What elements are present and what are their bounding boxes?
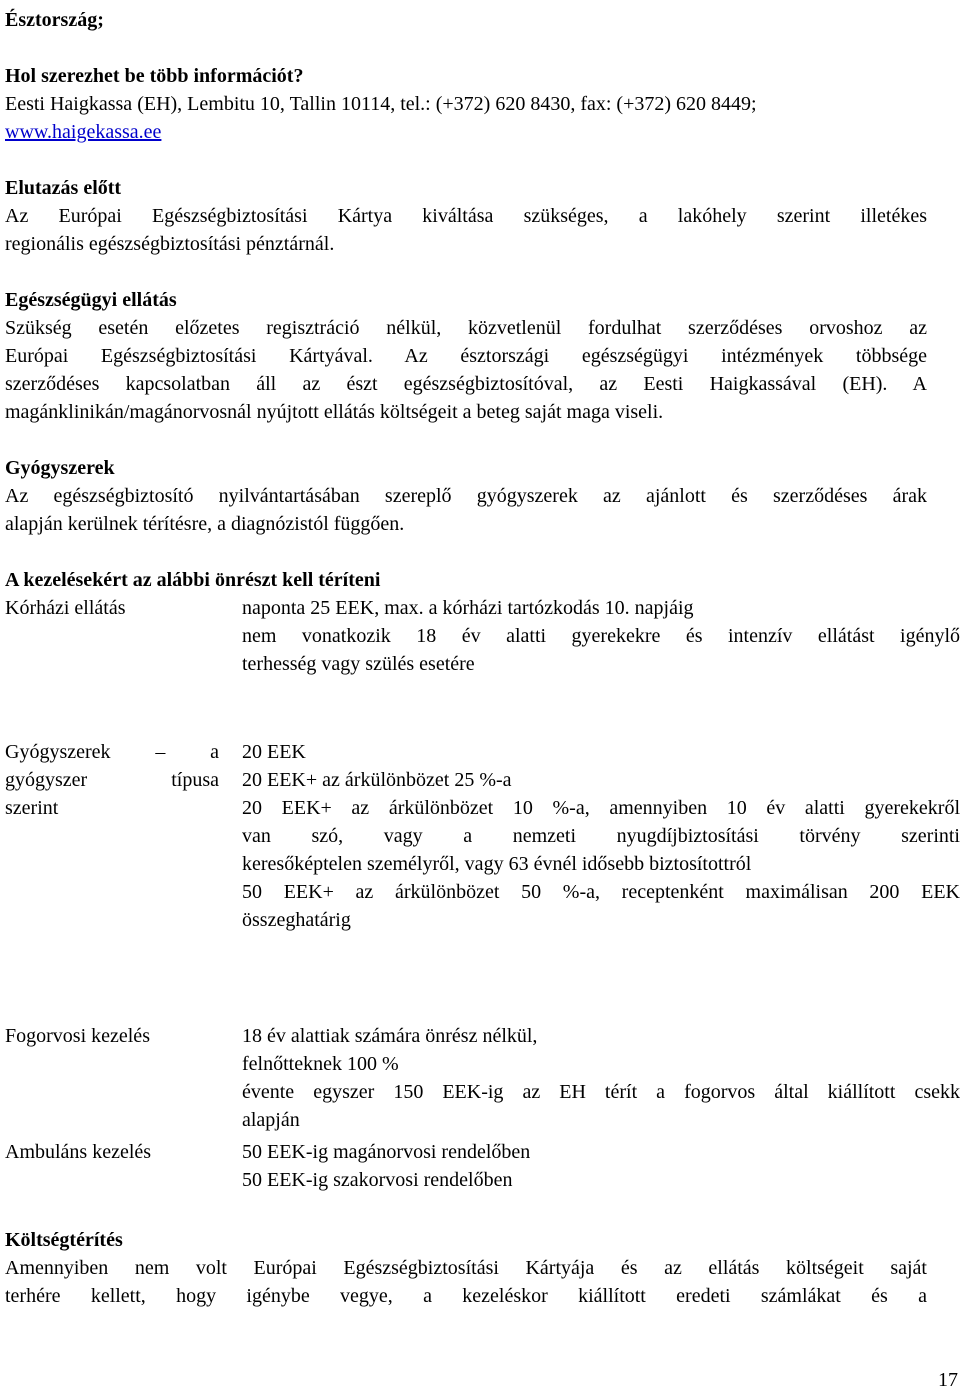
healthcare-line: Európai Egészségbiztosítási Kártyával. Az észtországi egészségügyi intézmények többsége [5, 345, 927, 367]
medicines-line: Az egészségbiztosító nyilvántartásában szereplő gyógyszerek az ajánlott és szerződéses árak [5, 485, 927, 507]
outpatient-line: 50 EEK-ig magánorvosi rendelőben [242, 1141, 531, 1163]
healthcare-line: Szükség esetén előzetes regisztráció nélkül, közvetlenül fordulhat szerződéses orvoshoz az [5, 317, 927, 339]
dental-line: évente egyszer 150 EEK-ig az EH térít a fogorvos által kiállított csekk [242, 1081, 960, 1103]
medicine-copay-line: 50 EEK+ az árkülönbözet 50 %-a, receptenként maximálisan 200 EEK [242, 881, 960, 903]
medicine-copay-line: 20 EEK [242, 741, 306, 763]
hospital-line: naponta 25 EEK, max. a kórházi tartózkodás 10. napjáig [242, 597, 694, 619]
medicine-copay-line: összeghatárig [242, 909, 351, 931]
healthcare-line: szerződéses kapcsolatban áll az észt egészségbiztosítóval, az Eesti Haigkassával (EH). A [5, 373, 927, 395]
dental-label: Fogorvosi kezelés [5, 1025, 150, 1047]
hospital-label: Kórházi ellátás [5, 597, 126, 619]
healthcare-heading: Egészségügyi ellátás [5, 289, 177, 311]
outpatient-label: Ambuláns kezelés [5, 1141, 152, 1163]
info-link[interactable]: www.haigekassa.ee [5, 121, 162, 143]
medicine-copay-line: keresőképtelen személyről, vagy 63 évnél idősebb biztosítottról [242, 853, 752, 875]
dental-line: felnőtteknek 100 % [242, 1053, 399, 1075]
before-travel-line: Az Európai Egészségbiztosítási Kártya kiváltása szükséges, a lakóhely szerint illetékes [5, 205, 927, 227]
country-header: Észtország; [5, 9, 104, 31]
medicines-heading: Gyógyszerek [5, 457, 115, 479]
before-travel-line: regionális egészségbiztosítási pénztárnál. [5, 233, 335, 255]
dental-line: alapján [242, 1109, 300, 1131]
medicine-copay-line: 20 EEK+ az árkülönbözet 10 %-a, amennyiben 10 év alatti gyerekekről [242, 797, 960, 819]
info-heading: Hol szerezhet be több információt? [5, 65, 304, 87]
outpatient-line: 50 EEK-ig szakorvosi rendelőben [242, 1169, 513, 1191]
medicine-label-line: szerint [5, 797, 59, 819]
reimbursement-line: terhére kellett, hogy igénybe vegye, a kezeléskor kiállított eredeti számlákat és a [5, 1285, 927, 1307]
medicine-label-line: gyógyszer típusa [5, 769, 219, 791]
medicine-copay-line: van szó, vagy a nemzeti nyugdíjbiztosítási törvény szerinti [242, 825, 960, 847]
page-number: 17 [938, 1369, 958, 1391]
dental-line: 18 év alattiak számára önrész nélkül, [242, 1025, 538, 1047]
medicines-line: alapján kerülnek térítésre, a diagnózistól függően. [5, 513, 405, 535]
copay-heading: A kezelésekért az alábbi önrészt kell téríteni [5, 569, 381, 591]
hospital-line: terhesség vagy szülés esetére [242, 653, 475, 675]
reimbursement-heading: Költségtérítés [5, 1229, 123, 1251]
hospital-line: nem vonatkozik 18 év alatti gyerekekre és intenzív ellátást igénylő [242, 625, 960, 647]
reimbursement-line: Amennyiben nem volt Európai Egészségbiztosítási Kártyája és az ellátás költségeit saját [5, 1257, 927, 1279]
healthcare-line: magánklinikán/magánorvosnál nyújtott ellátás költségeit a beteg saját maga viseli. [5, 401, 664, 423]
before-travel-heading: Elutazás előtt [5, 177, 122, 199]
info-address: Eesti Haigkassa (EH), Lembitu 10, Tallin 10114, tel.: (+372) 620 8430, fax: (+372) 620 8449; [5, 93, 757, 115]
medicine-copay-line: 20 EEK+ az árkülönbözet 25 %-a [242, 769, 512, 791]
medicine-label-line: Gyógyszerek – a [5, 741, 219, 763]
